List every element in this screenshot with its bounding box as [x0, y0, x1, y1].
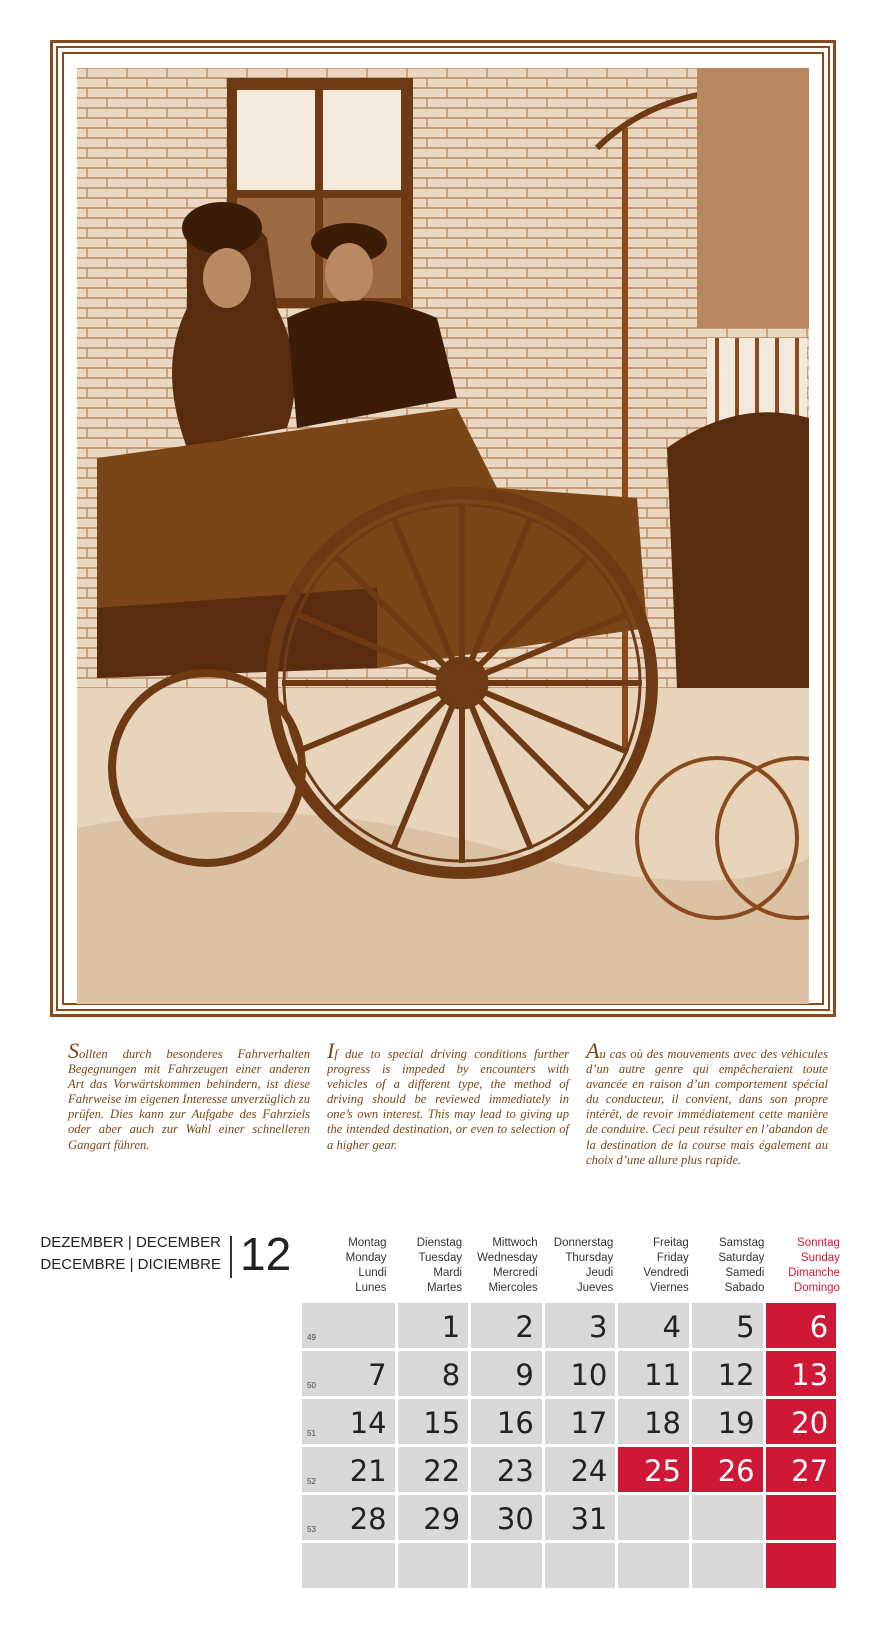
- weekday-label-en: Wednesday: [477, 1252, 538, 1264]
- paragraph-english: [327, 1038, 569, 1153]
- day-cell: 8: [398, 1351, 469, 1396]
- week-number: 51: [307, 1429, 316, 1438]
- month-name-line-1: DEZEMBER | DECEMBER: [40, 1234, 221, 1251]
- month-divider: [230, 1236, 232, 1278]
- day-cell: 22: [398, 1447, 469, 1492]
- weekday-header: [316, 1236, 845, 1300]
- day-cell: 21: [324, 1447, 395, 1492]
- week-number: 53: [307, 1525, 316, 1534]
- day-cell: 13: [766, 1351, 837, 1396]
- weekday-column: [316, 1236, 392, 1300]
- paragraph-text: u cas où des mouvements avec des véhicules d’un autre genre qui empêcheraient toute avancée en raison d’un comportement spécial du conducteur, il convient, dans son propre intérêt, de revoir immédiatement cette manière de conduire. Ceci peut résulter en l’abandon de la destination de la course mais également au choix d’une allure plus rapide.: [586, 1047, 828, 1167]
- weekday-label-fr: Mercredi: [492, 1267, 538, 1279]
- weekday-label-es: Jueves: [576, 1282, 614, 1294]
- empty-day-cell: [618, 1495, 689, 1540]
- weekday-column: [543, 1236, 619, 1300]
- day-cell: 20: [766, 1399, 837, 1444]
- weekday-label-en: Thursday: [565, 1252, 614, 1264]
- day-cell: 12: [692, 1351, 763, 1396]
- weekday-label-fr: Dimanche: [788, 1267, 840, 1279]
- empty-day-cell: [618, 1543, 689, 1588]
- day-cell: 29: [398, 1495, 469, 1540]
- weekday-column: [618, 1236, 694, 1300]
- weekday-label-fr: Jeudi: [585, 1267, 614, 1279]
- paragraph-german: [68, 1038, 310, 1153]
- day-cell: 23: [471, 1447, 542, 1492]
- weekday-column: [467, 1236, 543, 1300]
- weekday-label-es: Sabado: [724, 1282, 765, 1294]
- day-cell: 28: [324, 1495, 395, 1540]
- calendar-grid: [302, 1303, 845, 1599]
- day-cell: 7: [324, 1351, 395, 1396]
- day-cell: 10: [545, 1351, 616, 1396]
- day-cell: 14: [324, 1399, 395, 1444]
- week-number: 50: [307, 1381, 316, 1390]
- day-cell: 16: [471, 1399, 542, 1444]
- day-cell: 30: [471, 1495, 542, 1540]
- weekday-column: [392, 1236, 468, 1300]
- weekday-label-en: Friday: [656, 1252, 689, 1264]
- weekday-label-de: Freitag: [653, 1237, 689, 1249]
- week-number: 49: [307, 1333, 316, 1342]
- day-cell: 11: [618, 1351, 689, 1396]
- empty-day-cell: [324, 1303, 395, 1348]
- empty-day-cell: [545, 1543, 616, 1588]
- empty-day-cell: [324, 1543, 395, 1588]
- day-cell: 6: [766, 1303, 837, 1348]
- photo-illustration: [77, 68, 809, 1004]
- day-cell: 3: [545, 1303, 616, 1348]
- weekday-label-en: Monday: [345, 1252, 387, 1264]
- carriage-wheel: [272, 493, 652, 873]
- empty-day-cell: [398, 1543, 469, 1588]
- day-cell: 15: [398, 1399, 469, 1444]
- week-number: 52: [307, 1477, 316, 1486]
- weekday-label-de: Sonntag: [797, 1237, 840, 1249]
- weekday-label-es: Viernes: [650, 1282, 689, 1294]
- day-cell: 18: [618, 1399, 689, 1444]
- weekday-label-en: Saturday: [718, 1252, 765, 1264]
- weekday-label-es: Domingo: [793, 1282, 840, 1294]
- day-cell: 9: [471, 1351, 542, 1396]
- drop-cap: I: [327, 1038, 335, 1063]
- day-cell: 26: [692, 1447, 763, 1492]
- weekday-column: [769, 1236, 845, 1300]
- day-cell: 5: [692, 1303, 763, 1348]
- empty-day-cell: [692, 1495, 763, 1540]
- month-number: 12: [240, 1228, 292, 1280]
- weekday-label-en: Tuesday: [418, 1252, 463, 1264]
- weekday-label-de: Dienstag: [416, 1237, 463, 1249]
- month-name-line-2: DECEMBRE | DICIEMBRE: [40, 1256, 221, 1273]
- weekday-label-fr: Mardi: [433, 1267, 463, 1279]
- day-cell: 4: [618, 1303, 689, 1348]
- empty-day-cell: [471, 1543, 542, 1588]
- day-cell: 19: [692, 1399, 763, 1444]
- month-names: [30, 1232, 221, 1276]
- empty-day-cell: [692, 1543, 763, 1588]
- empty-day-cell: [766, 1543, 837, 1588]
- day-cell: 31: [545, 1495, 616, 1540]
- paragraph-text: f due to special driving conditions further progress is impeded by encounters with vehicles of a different type, the method of driving should be reviewed immediately in one’s own interest. This may lead to giving up the intended destination, or even to selection of a higher gear.: [327, 1047, 569, 1152]
- weekday-label-de: Mittwoch: [492, 1237, 538, 1249]
- historic-carriage-photo: [77, 68, 809, 1004]
- weekday-label-en: Sunday: [800, 1252, 840, 1264]
- drop-cap: S: [68, 1038, 79, 1063]
- weekday-column: [694, 1236, 770, 1300]
- pram: [667, 412, 809, 688]
- weekday-label-fr: Samedi: [725, 1267, 765, 1279]
- paragraph-french: [586, 1038, 828, 1168]
- weekday-label-de: Samstag: [718, 1237, 765, 1249]
- paragraph-text: ollten durch besonderes Fahrverhalten Begegnungen mit Fahrzeugen einer anderen Art das Vorwärtskommen behindern, ist diese Fahrweise im eigenen Interesse unverzüglich zu prüfen. Dies kann zur Aufgabe des Fahrziels oder aber auch zur Wahl einer schnelleren Gangart führen.: [68, 1047, 310, 1152]
- week-number-cell: [302, 1543, 324, 1588]
- day-cell: 17: [545, 1399, 616, 1444]
- empty-day-cell: [766, 1495, 837, 1540]
- day-cell: 27: [766, 1447, 837, 1492]
- drop-cap: A: [586, 1038, 600, 1063]
- weekday-label-fr: Lundi: [358, 1267, 387, 1279]
- day-cell: 2: [471, 1303, 542, 1348]
- weekday-label-es: Martes: [426, 1282, 463, 1294]
- weekday-label-fr: Vendredi: [643, 1267, 689, 1279]
- day-cell: 25: [618, 1447, 689, 1492]
- day-cell: 1: [398, 1303, 469, 1348]
- weekday-label-de: Montag: [348, 1237, 387, 1249]
- weekday-label-de: Donnerstag: [553, 1237, 614, 1249]
- weekday-label-es: Lunes: [355, 1282, 387, 1294]
- day-cell: 24: [545, 1447, 616, 1492]
- weekday-label-es: Miercoles: [488, 1282, 538, 1294]
